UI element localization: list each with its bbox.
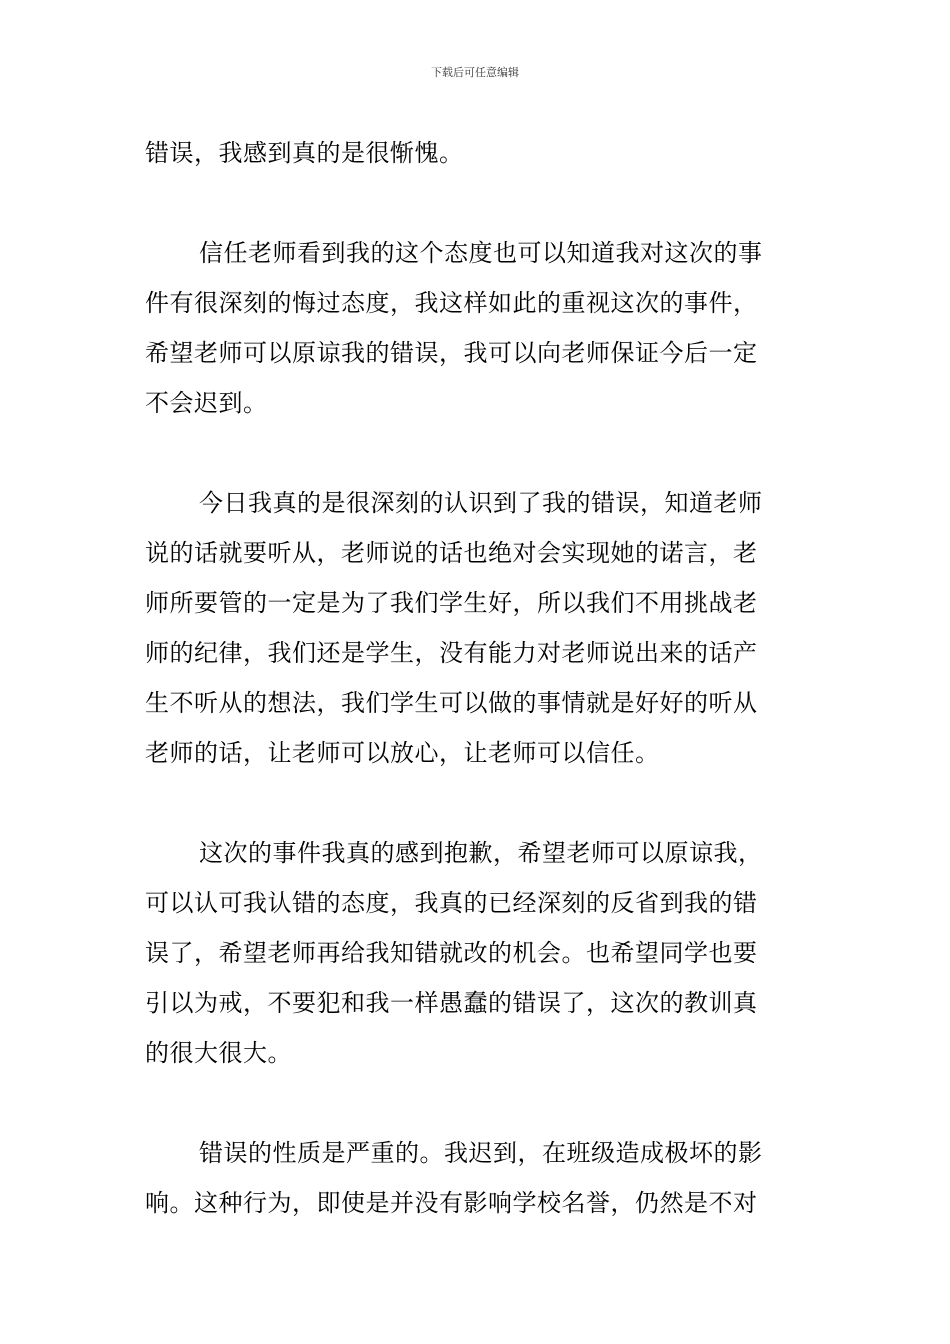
text-line: 错误，我感到真的是很惭愧。 [145, 139, 464, 167]
text-line: 今日我真的是很深刻的认识到了我的错误，知道老师 [199, 489, 763, 517]
text-line: 错误的性质是严重的。我迟到，在班级造成极坏的影 [199, 1139, 763, 1167]
text-line: 生不听从的想法，我们学生可以做的事情就是好好的听从 [145, 689, 758, 717]
text-line: 误了，希望老师再给我知错就改的机会。也希望同学也要 [145, 939, 758, 967]
text-line: 老师的话，让老师可以放心，让老师可以信任。 [145, 739, 660, 767]
paragraph-1 [145, 128, 817, 178]
text-line: 师的纪律，我们还是学生，没有能力对老师说出来的话产 [145, 639, 758, 667]
text-line: 的很大很大。 [145, 1039, 292, 1067]
text-line: 信任老师看到我的这个态度也可以知道我对这次的事 [199, 239, 763, 267]
paragraph-gap [145, 1078, 817, 1128]
text-line: 可以认可我认错的态度，我真的已经深刻的反省到我的错 [145, 889, 758, 917]
paragraph-4 [145, 828, 817, 1078]
text-line: 说的话就要听从，老师说的话也绝对会实现她的诺言，老 [145, 539, 758, 567]
text-line: 希望老师可以原谅我的错误，我可以向老师保证今后一定 [145, 339, 758, 367]
text-line: 件有很深刻的悔过态度，我这样如此的重视这次的事件， [145, 289, 758, 317]
text-line: 这次的事件我真的感到抱歉，希望老师可以原谅我， [199, 839, 763, 867]
text-line: 响。这种行为，即使是并没有影响学校名誉，仍然是不对 [145, 1189, 758, 1217]
text-line: 师所要管的一定是为了我们学生好，所以我们不用挑战老 [145, 589, 758, 617]
paragraph-2 [145, 228, 817, 428]
paragraph-gap [145, 778, 817, 828]
text-line: 引以为戒，不要犯和我一样愚蠢的错误了，这次的教训真 [145, 989, 758, 1017]
paragraph-5 [145, 1128, 817, 1228]
paragraph-gap [145, 428, 817, 478]
page-header: 下载后可任意编辑 [431, 66, 519, 79]
paragraph-gap [145, 178, 817, 228]
paragraph-3 [145, 478, 817, 778]
document-body [145, 128, 817, 1228]
text-line: 不会迟到。 [145, 389, 268, 417]
